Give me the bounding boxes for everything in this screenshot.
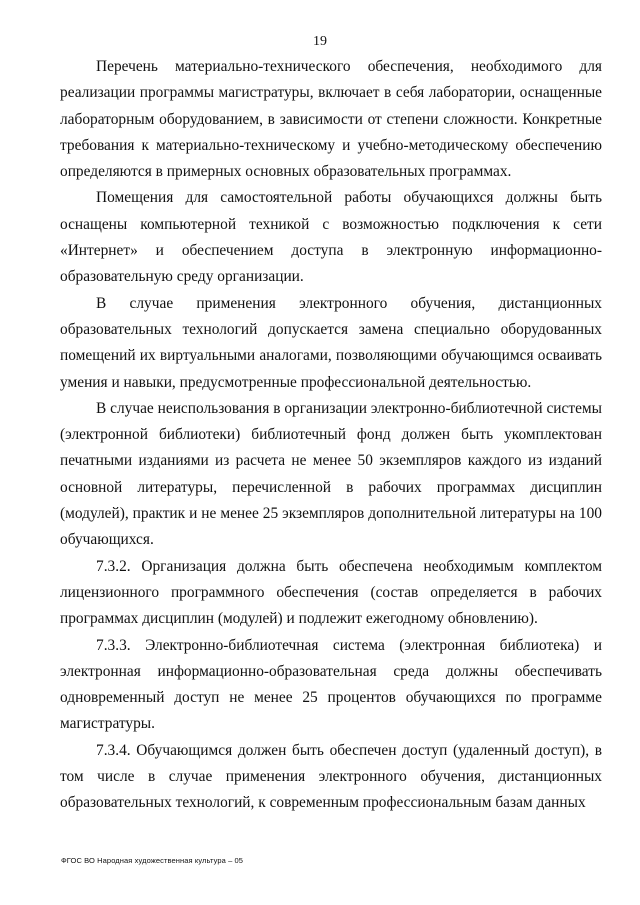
paragraph-virtual-analogs: В случае применения электронного обучения, дистанционных образовательных технологий допускается замена специально оборудованных помещений их виртуальными аналогами, позволяющими обучающимся осваивать умения и навыки, предусмотренные профессиональной деятельностью. [60, 294, 602, 391]
paragraph-7-3-4: 7.3.4. Обучающимся должен быть обеспечен доступ (удаленный доступ), в том числе в случае применения электронного обучения, дистанционных образовательных технологий, к современным профессиональным базам данных [60, 741, 602, 812]
page-number: 19 [313, 34, 327, 49]
footer-document-code: ФГОС ВО Народная художественная культура – 05 [61, 856, 244, 865]
paragraph-7-3-2: 7.3.2. Организация должна быть обеспечена необходимым комплектом лицензионного программного обеспечения (состав определяется в рабочих программах дисциплин (модулей) и подлежит ежегодному обновлению). [60, 557, 602, 628]
paragraph-equipment-list: Перечень материально-технического обеспечения, необходимого для реализации программы магистратуры, включает в себя лаборатории, оснащенные лабораторным оборудованием, в зависимости от степени сложности. Конкретные требования к материально-техническому и учебно-методическому обеспечению определяются в примерных основных образовательных программах. [60, 58, 602, 181]
paragraph-self-study-rooms: Помещения для самостоятельной работы обучающихся должны быть оснащены компьютерной техникой с возможностью подключения к сети «Интернет» и обеспечением доступа в электронную информационно-образовательную среду организации. [60, 189, 602, 286]
paragraph-7-3-3: 7.3.3. Электронно-библиотечная система (электронная библиотека) и электронная информационно-образовательная среда должны обеспечивать одновременный доступ не менее 25 процентов обучающихся по программе магистратуры. [60, 636, 602, 733]
paragraph-library-fund: В случае неиспользования в организации электронно-библиотечной системы (электронной библиотеки) библиотечный фонд должен быть укомплектован печатными изданиями из расчета не менее 50 экземпляров каждого из изданий основной литературы, перечисленной в рабочих программах дисциплин (модулей), практик и не менее 25 экземпляров дополнительной литературы на 100 обучающихся. [60, 399, 602, 549]
document-body [60, 54, 602, 817]
